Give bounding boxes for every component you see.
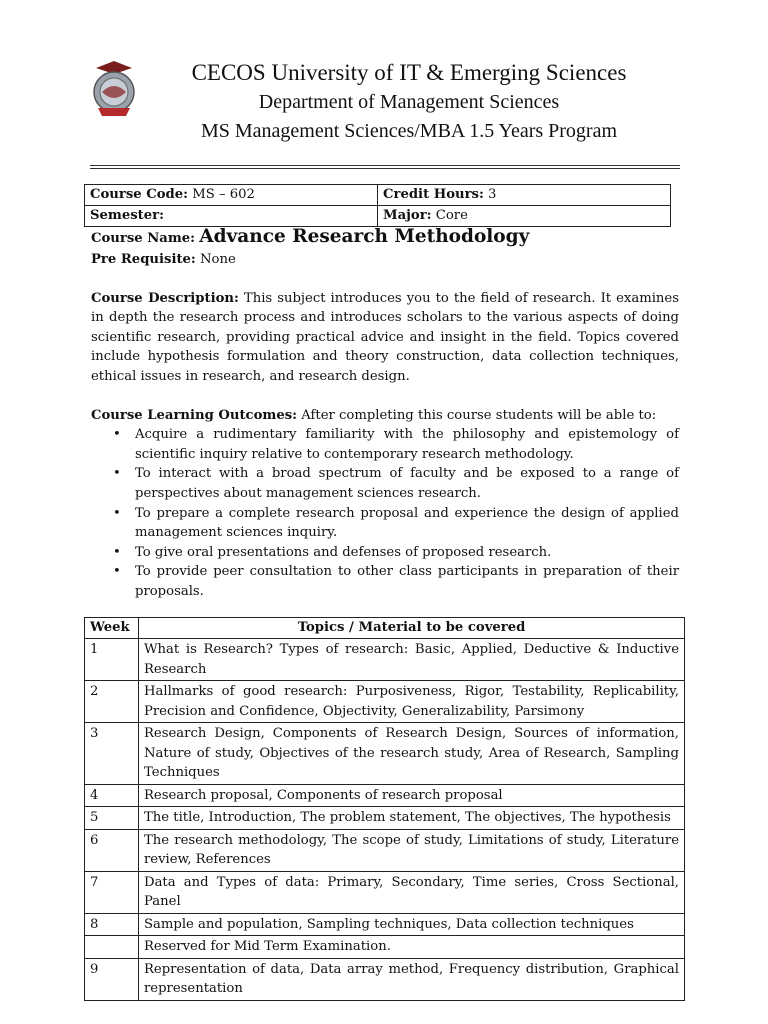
course-meta-table — [84, 184, 671, 227]
list-item — [113, 504, 679, 543]
list-item — [113, 543, 679, 563]
course-code-label: Course Code: — [90, 187, 189, 202]
prereq-line — [91, 250, 679, 270]
course-code-value: MS – 602 — [192, 187, 255, 202]
topic-cell: Research proposal, Components of research proposal — [139, 784, 685, 807]
outcomes-label: Course Learning Outcomes: — [91, 407, 298, 423]
course-description-text: This subject introduces you to the field of research. It examines in depth the research process and introduces scholars to the various aspects of doing scientific research, providing practical advice and insight in the field. Topics covered include hypothesis formulation and theory construction, data collection techniques, ethical issues in research, and research design. — [91, 290, 679, 384]
topic-cell: Data and Types of data: Primary, Secondary, Time series, Cross Sectional, Panel — [139, 871, 685, 913]
week-cell: 8 — [85, 913, 139, 936]
outcomes-list — [91, 425, 679, 601]
outcome-text: To interact with a broad spectrum of faculty and be exposed to a range of perspectives about management sciences research. — [135, 466, 679, 501]
course-description — [91, 289, 679, 387]
table-row — [85, 807, 685, 830]
outcome-text: To prepare a complete research proposal and experience the design of applied management sciences inquiry. — [135, 505, 679, 541]
table-row — [85, 958, 685, 1000]
prereq-value: None — [200, 252, 236, 267]
topic-cell: What is Research? Types of research: Basic, Applied, Deductive & Inductive Research — [139, 639, 685, 681]
meta-row — [85, 185, 671, 206]
bullet-icon: • — [113, 427, 121, 443]
topic-cell: The research methodology, The scope of study, Limitations of study, Literature review, References — [139, 829, 685, 871]
topic-cell: Reserved for Mid Term Examination. — [139, 936, 685, 959]
topic-cell: Hallmarks of good research: Purposiveness, Rigor, Testability, Replicability, Precision and Confidence, Objectivity, Generalizability, Parsimony — [139, 681, 685, 723]
week-cell: 4 — [85, 784, 139, 807]
course-code-cell — [85, 185, 378, 206]
credit-hours-label: Credit Hours: — [383, 187, 484, 202]
bullet-icon: • — [113, 466, 121, 482]
topics-column-header: Topics / Material to be covered — [139, 618, 685, 639]
department-name: Department of Management Sciences — [258, 91, 560, 113]
prereq-label: Pre Requisite: — [91, 252, 196, 267]
course-name-label: Course Name: — [91, 231, 196, 246]
table-row — [85, 936, 685, 959]
university-name: CECOS University of IT & Emerging Sciences — [191, 60, 627, 85]
week-cell: 3 — [85, 723, 139, 785]
topic-cell: The title, Introduction, The problem statement, The objectives, The hypothesis — [139, 807, 685, 830]
bullet-icon: • — [113, 544, 121, 560]
semester-label: Semester: — [90, 208, 164, 223]
table-row — [85, 913, 685, 936]
topic-cell: Representation of data, Data array method, Frequency distribution, Graphical representation — [139, 958, 685, 1000]
table-row — [85, 829, 685, 871]
bullet-icon: • — [113, 564, 121, 580]
outcome-text: Acquire a rudimentary familiarity with the philosophy and epistemology of scientific inquiry relative to contemporary research methodology. — [135, 427, 679, 462]
topic-cell: Research Design, Components of Research Design, Sources of information, Nature of study, Objectives of the research study, Area of Research, Sampling Techniques — [139, 723, 685, 785]
major-label: Major: — [383, 208, 432, 223]
topic-cell: Sample and population, Sampling techniques, Data collection techniques — [139, 913, 685, 936]
semester-cell — [85, 206, 378, 227]
week-cell: 2 — [85, 681, 139, 723]
program-name: MS Management Sciences/MBA 1.5 Years Program — [200, 120, 618, 142]
table-row — [85, 681, 685, 723]
header — [88, 58, 692, 158]
week-cell: 6 — [85, 829, 139, 871]
table-row — [85, 723, 685, 785]
header-titles — [126, 58, 692, 146]
week-column-header: Week — [85, 618, 139, 639]
week-cell: 9 — [85, 958, 139, 1000]
outcomes-heading — [91, 406, 679, 426]
table-header-row — [85, 618, 685, 639]
major-cell — [378, 206, 671, 227]
week-cell: 7 — [85, 871, 139, 913]
outcome-text: To provide peer consultation to other class participants in preparation of their proposals. — [135, 564, 679, 599]
course-description-label: Course Description: — [91, 290, 239, 306]
header-divider — [90, 165, 680, 169]
week-cell — [85, 936, 139, 959]
table-row — [85, 639, 685, 681]
meta-row — [85, 206, 671, 227]
credit-hours-value: 3 — [488, 187, 497, 202]
week-cell: 1 — [85, 639, 139, 681]
outcomes-intro: After completing this course students will be able to: — [301, 407, 657, 423]
outcome-text: To give oral presentations and defenses of proposed research. — [135, 544, 552, 560]
credit-hours-cell — [378, 185, 671, 206]
table-row — [85, 871, 685, 913]
bullet-icon: • — [113, 505, 121, 521]
list-item — [113, 464, 679, 503]
course-name-line — [91, 226, 679, 250]
table-row — [85, 784, 685, 807]
list-item — [113, 425, 679, 464]
major-value: Core — [435, 208, 468, 223]
week-cell: 5 — [85, 807, 139, 830]
course-content — [91, 226, 679, 602]
course-name-value: Advance Research Methodology — [199, 226, 530, 247]
schedule-table — [84, 617, 685, 1001]
list-item — [113, 562, 679, 601]
